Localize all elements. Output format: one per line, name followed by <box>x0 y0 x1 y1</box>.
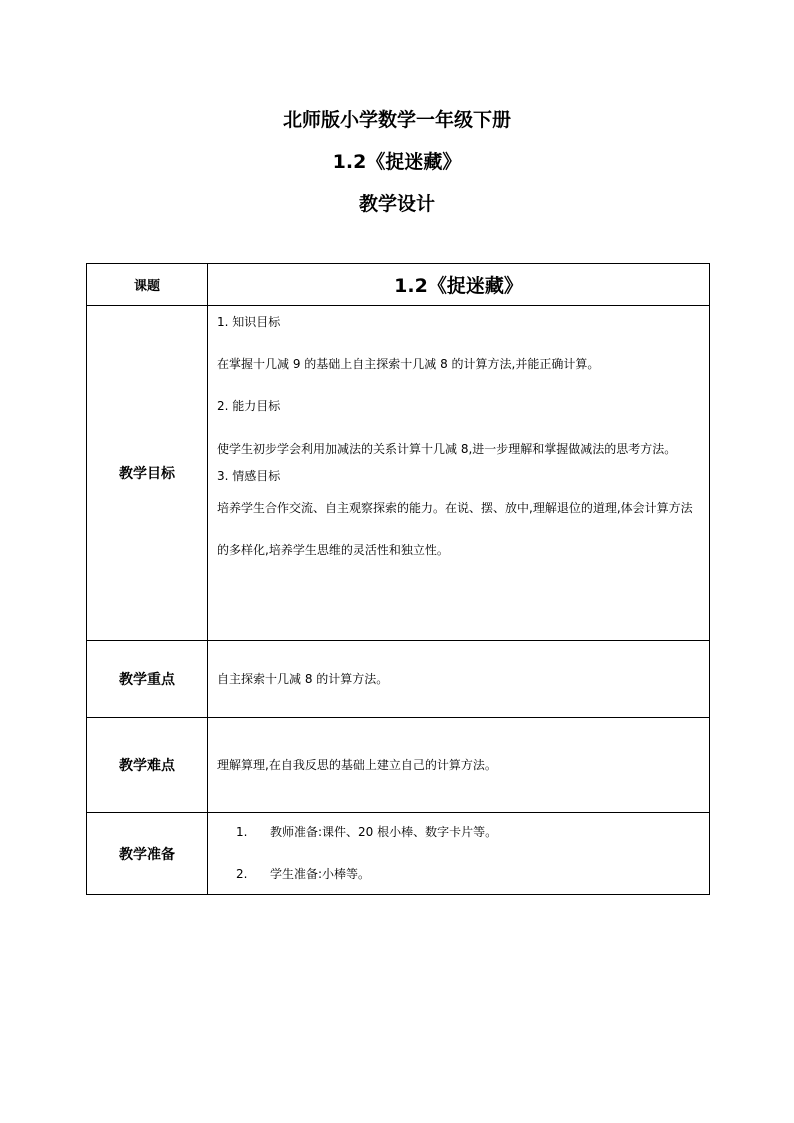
title-line-design: 教学设计 <box>358 193 435 215</box>
row-preparation <box>87 813 710 895</box>
focus-content <box>208 641 710 718</box>
row-focus <box>87 641 710 718</box>
goal-text-emotion: 培养学生合作交流、自主观察探索的能力。在说、摆、放中,理解退位的道理,体会计算方法的多样化,培养学生思维的灵活性和独立性。 <box>217 501 693 557</box>
goal-heading-ability: 2. 能力目标 <box>217 399 281 413</box>
title-line-lesson: 1.2《捉迷藏》 <box>332 151 462 173</box>
lesson-plan-table <box>86 263 710 895</box>
preparation-item-text: 学生准备:小棒等。 <box>270 867 371 881</box>
preparation-item-text: 教师准备:课件、20 根小棒、数字卡片等。 <box>270 825 498 839</box>
goal-heading-knowledge: 1. 知识目标 <box>217 315 281 329</box>
topic-label: 课题 <box>87 264 208 306</box>
preparation-item <box>236 822 709 843</box>
goal-text-ability: 使学生初步学会利用加减法的关系计算十几减 8,进一步理解和掌握做减法的思考方法。 <box>217 442 677 456</box>
focus-label: 教学重点 <box>87 641 208 718</box>
goal-text-knowledge: 在掌握十几减 9 的基础上自主探索十几减 8 的计算方法,并能正确计算。 <box>217 357 600 371</box>
preparation-label: 教学准备 <box>87 813 208 895</box>
difficulty-label: 教学难点 <box>87 718 208 813</box>
preparation-item-number: 1. <box>236 825 248 839</box>
focus-text: 自主探索十几减 8 的计算方法。 <box>217 671 389 686</box>
row-goals <box>87 306 710 641</box>
title-line-textbook: 北师版小学数学一年级下册 <box>282 109 511 131</box>
preparation-item-number: 2. <box>236 867 248 881</box>
goals-label: 教学目标 <box>87 306 208 641</box>
goals-content <box>208 306 710 641</box>
preparation-item <box>236 864 709 885</box>
difficulty-text: 理解算理,在自我反思的基础上建立自己的计算方法。 <box>217 757 497 772</box>
row-topic <box>87 264 710 306</box>
difficulty-content <box>208 718 710 813</box>
row-difficulty <box>87 718 710 813</box>
goal-heading-emotion: 3. 情感目标 <box>217 469 281 483</box>
topic-value: 1.2《捉迷藏》 <box>208 264 710 306</box>
preparation-content <box>208 813 710 895</box>
